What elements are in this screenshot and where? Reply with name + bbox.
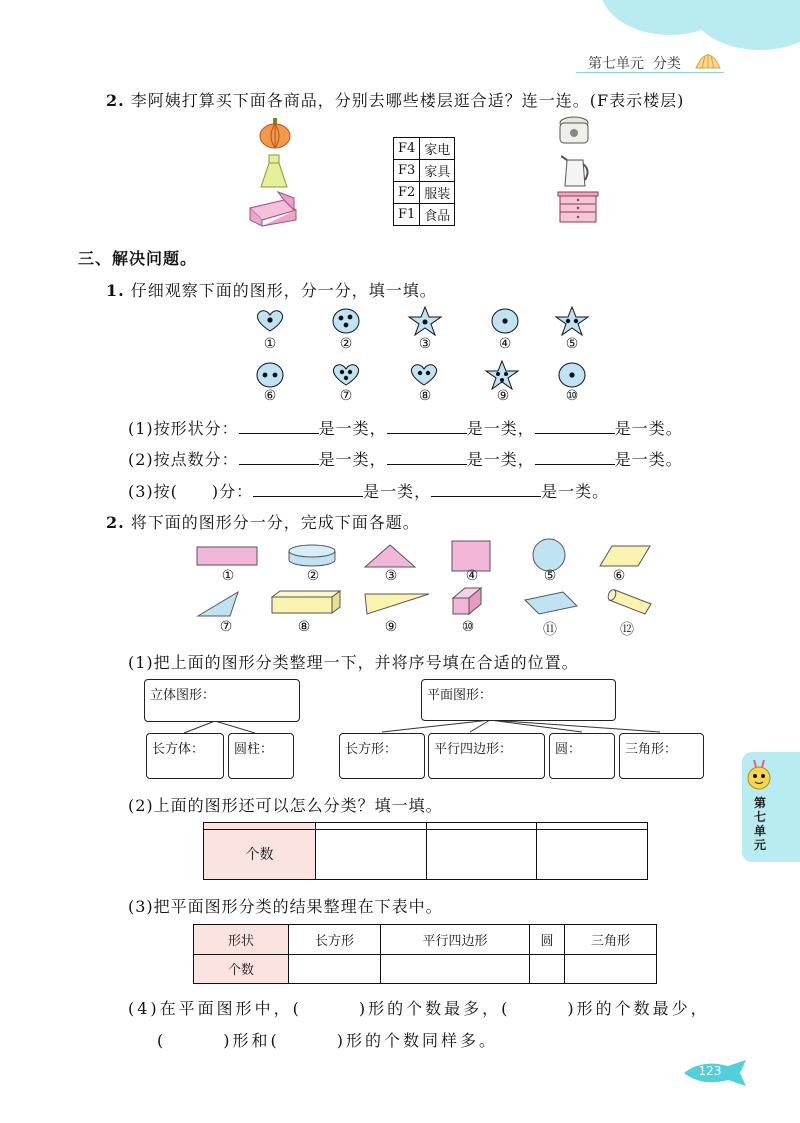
p2-text: 将下面的图形分一分，完成下面各题。 (130, 513, 420, 532)
parallelogram-box[interactable] (428, 733, 545, 779)
shape-label: ⑦ (219, 619, 233, 635)
shape-label: ⑪ (543, 622, 557, 638)
line-suffix-end: 是一类。 (541, 482, 610, 501)
shape-label: ⑩ (565, 388, 579, 404)
shape-label: ④ (465, 568, 479, 584)
line-suffix: 是一类， (466, 419, 535, 438)
box-label: 三角形： (625, 742, 678, 757)
line-prefix: (2)按点数分： (128, 450, 239, 469)
cylinder-box[interactable] (228, 733, 294, 779)
line-suffix: 是一类， (466, 450, 535, 469)
p2-sub1: (1)把上面的图形分类整理一下，并将序号填在合适的位置。 (128, 653, 579, 672)
shape-label: ② (339, 336, 353, 352)
table-cell[interactable] (537, 829, 648, 879)
table-header-row (194, 925, 657, 955)
count-header: 个数 (194, 954, 289, 984)
shape-label: ⑫ (620, 622, 634, 638)
box-label: 立体图形： (150, 688, 216, 703)
custom-classify-table (203, 822, 648, 880)
shape-label: ⑥ (263, 388, 277, 404)
shape-label: ⑨ (496, 388, 510, 404)
floor-code: F3 (394, 160, 420, 182)
table-header: 平行四边形 (381, 925, 530, 955)
section-title: 三、解决问题。 (78, 249, 198, 268)
shape-label: ⑧ (297, 619, 311, 635)
p2-sub4-line1: (4)在平面图形中，( )形的个数最多，( )形的个数最少， (128, 999, 710, 1018)
shape-label: ① (263, 336, 277, 352)
page-number: 123 (698, 1064, 722, 1078)
line-prefix: (1)按形状分： (128, 419, 239, 438)
shape-label: ③ (418, 336, 432, 352)
p1-number: 1. (106, 281, 125, 300)
floor-code: F4 (394, 138, 420, 160)
table-row (204, 829, 648, 879)
unit-topic: 分类 (652, 56, 681, 72)
line-suffix: 是一类， (363, 482, 432, 501)
line-prefix: (3)按( )分： (128, 482, 254, 501)
circle-box[interactable] (549, 733, 615, 779)
table-cell[interactable] (316, 829, 427, 879)
p2-sub4-line2: ( )形和( )形的个数同样多。 (157, 1031, 498, 1050)
shape-label: ⑦ (339, 388, 353, 404)
p2-sub3: (3)把平面图形分类的结果整理在下表中。 (128, 897, 443, 916)
shape-label: ⑩ (461, 619, 475, 635)
shape-label: ⑨ (384, 619, 398, 635)
floor-name: 家具 (420, 160, 455, 182)
table-header: 长方形 (289, 925, 381, 955)
box-label: 长方形： (345, 742, 398, 757)
line-suffix: 是一类， (318, 419, 387, 438)
unit-label: 第七单元 (588, 56, 644, 72)
shape-label: ④ (498, 336, 512, 352)
chapter-tab-label: 第七单元 (754, 796, 767, 852)
line-suffix-end: 是一类。 (614, 419, 683, 438)
shape-label: ③ (384, 568, 398, 584)
mascot-icon (744, 758, 774, 792)
box-label: 圆： (555, 742, 582, 757)
triangle-box[interactable] (619, 733, 704, 779)
floor-name: 食品 (420, 204, 455, 226)
p1-text: 仔细观察下面的图形，分一分，填一填。 (130, 281, 437, 300)
floor-code: F2 (394, 182, 420, 204)
table-header: 圆 (529, 925, 564, 955)
table-header: 形状 (194, 925, 289, 955)
table-header: 三角形 (564, 925, 656, 955)
cuboid-box[interactable] (146, 733, 224, 779)
p2-number: 2. (106, 513, 125, 532)
table-cell[interactable] (529, 954, 564, 984)
shape-label: ② (306, 568, 320, 584)
plane-shape-count-table (193, 924, 657, 984)
shape-label: ① (221, 568, 235, 584)
q2-number: 2. (106, 91, 125, 110)
floor-name: 服装 (420, 182, 455, 204)
table-cell[interactable] (564, 954, 656, 984)
table-cell[interactable] (381, 954, 530, 984)
shape-label: ⑧ (418, 388, 432, 404)
floor-name: 家电 (420, 138, 455, 160)
line-suffix: 是一类， (318, 450, 387, 469)
q2-text: 李阿姨打算买下面各商品，分别去哪些楼层逛合适？连一连。(F表示楼层) (130, 91, 685, 110)
p2-sub2: (2)上面的图形还可以怎么分类？填一填。 (128, 796, 443, 815)
table-cell[interactable] (289, 954, 381, 984)
count-header: 个数 (204, 829, 316, 879)
table-cell[interactable] (426, 829, 537, 879)
shape-label: ⑤ (543, 568, 557, 584)
shape-label: ⑤ (565, 336, 579, 352)
shape-label: ⑥ (612, 568, 626, 584)
floor-code: F1 (394, 204, 420, 226)
box-label: 平行四边形： (434, 742, 513, 757)
line-suffix-end: 是一类。 (614, 450, 683, 469)
box-label: 平面图形： (427, 688, 493, 703)
table-row (194, 954, 657, 984)
plane-shapes-box[interactable] (421, 679, 616, 721)
box-label: 长方体： (152, 742, 205, 757)
solid-shapes-box[interactable] (144, 679, 300, 722)
box-label: 圆柱： (234, 742, 274, 757)
rectangle-box[interactable] (339, 733, 425, 779)
